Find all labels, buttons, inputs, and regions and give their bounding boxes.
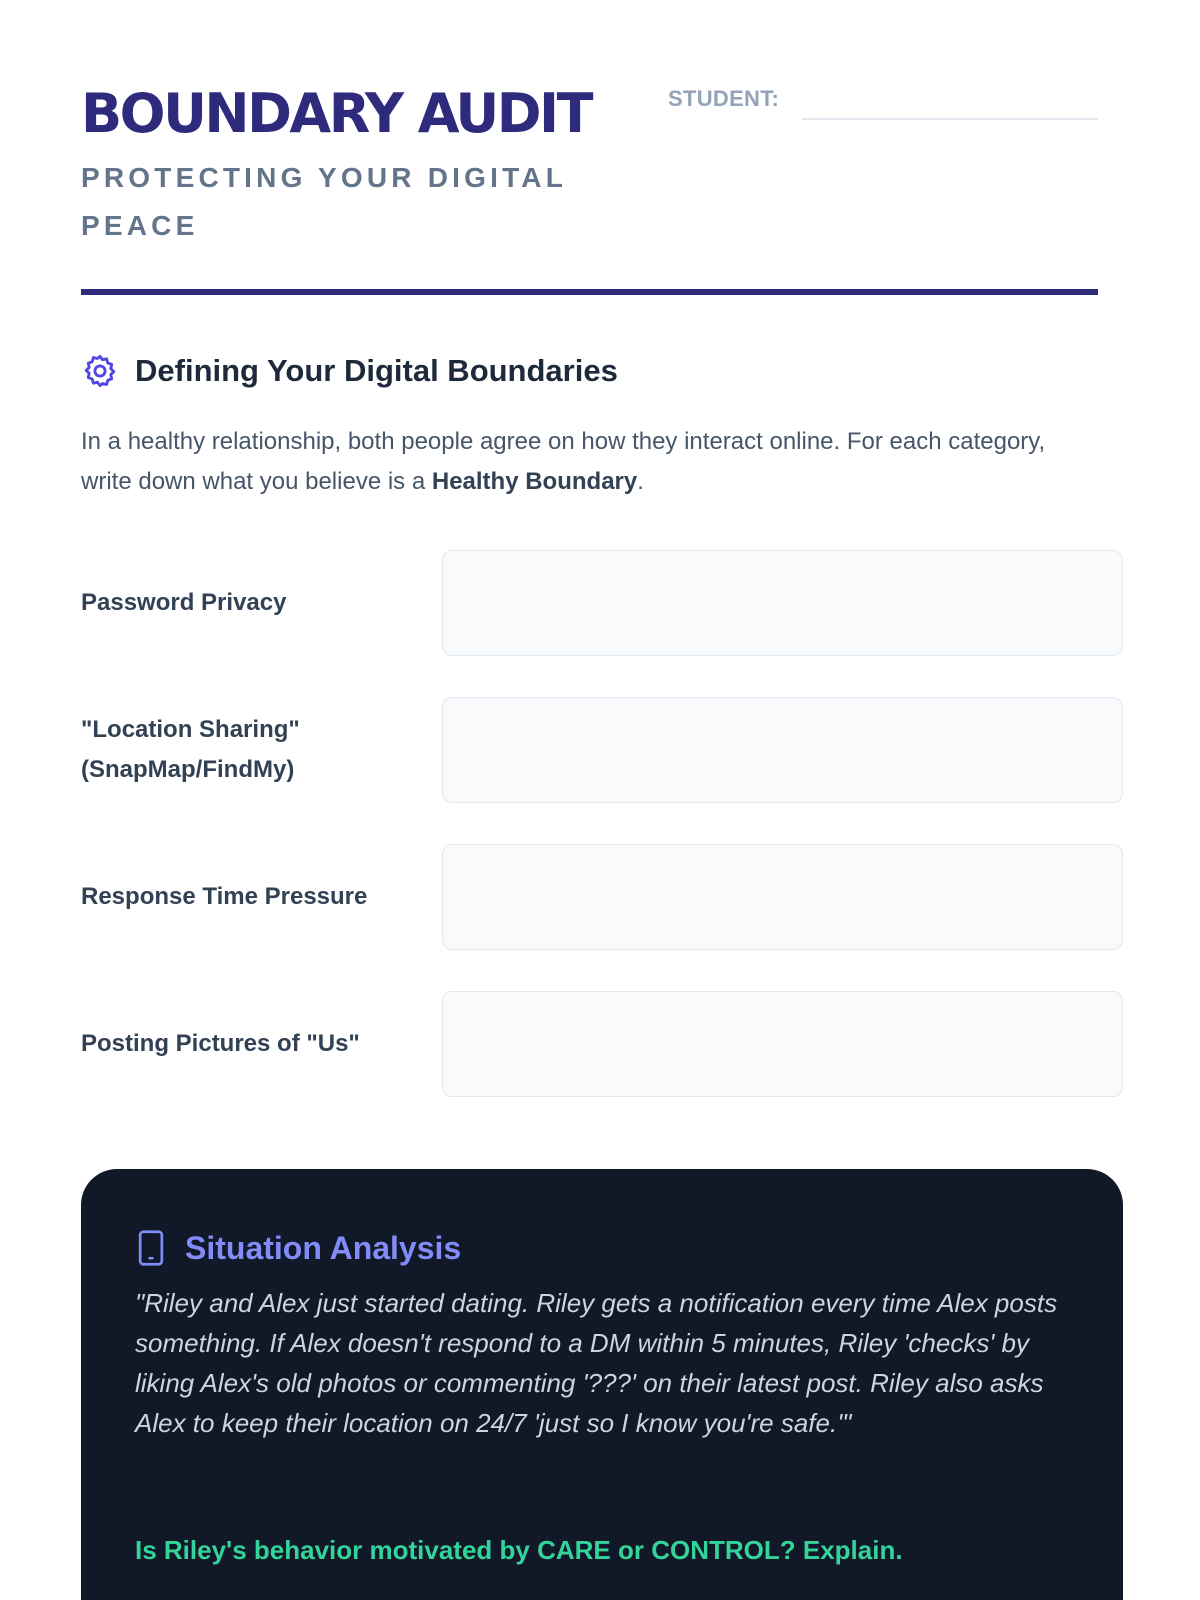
situation-title: Situation Analysis [185,1229,462,1266]
section-title: Defining Your Digital Boundaries [135,353,618,388]
page-subtitle: PROTECTING YOUR DIGITAL PEACE [81,162,567,241]
boundary-label: Posting Pictures of "Us" [81,1030,360,1057]
situation-heading [137,1225,461,1271]
situation-quote: "Riley and Alex just started dating. Riley gets a notification every time Alex posts something. If Alex doesn't respond to a DM within 5 minutes, Riley 'checks' by liking Alex's old photos or commenting '???' on their latest post. Riley also asks Alex to keep their location on 24/7 'just so I know you're safe.'" [135,1288,1058,1438]
student-label: STUDENT: [668,86,780,111]
gear-icon [81,352,119,390]
boundary-row [81,991,1123,1097]
section-intro [81,422,1101,502]
section-heading [81,348,618,394]
boundary-row [81,844,1123,950]
boundary-input-password-privacy[interactable] [442,550,1123,656]
intro-end: . [637,468,644,495]
boundary-label: Response Time Pressure [81,883,368,910]
boundary-label: "Location Sharing" (SnapMap/FindMy) [81,716,300,783]
boundary-row [81,550,1123,656]
page-title: BOUNDARY AUDIT [81,82,591,145]
worksheet-header [81,0,1098,295]
boundary-input-location-sharing[interactable] [442,697,1123,803]
boundary-row [81,697,1123,803]
boundary-input-posting-pictures[interactable] [442,991,1123,1097]
student-name-line[interactable] [802,118,1098,120]
phone-icon [137,1229,165,1267]
boundary-input-response-time[interactable] [442,844,1123,950]
boundary-label: Password Privacy [81,589,287,616]
intro-bold: Healthy Boundary [431,468,638,495]
situation-question: Is Riley's behavior motivated by CARE or CONTROL? Explain. [135,1535,903,1565]
student-name-row [668,84,1098,120]
intro-text: In a healthy relationship, both people agree on how they interact online. For each category, write down what you believe is a [81,428,1046,495]
situation-card [81,1169,1123,1600]
